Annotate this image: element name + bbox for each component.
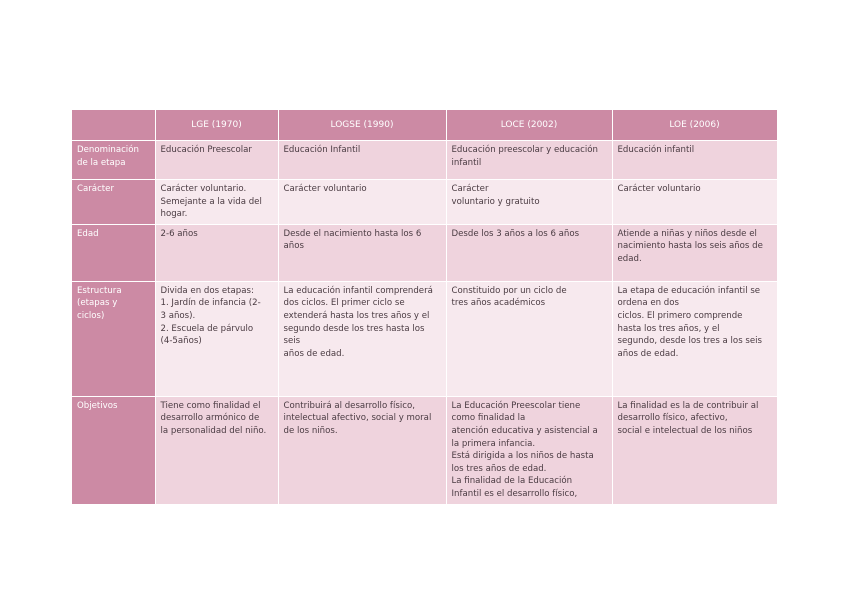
table-row [72,281,777,396]
table-cell: Educación preescolar y educación infantil [446,141,612,180]
table-cell: Educación Preescolar [155,141,278,180]
table-cell: Desde los 3 años a los 6 años [446,224,612,281]
table-row [72,224,777,281]
table-cell: Desde el nacimiento hasta los 6 años [278,224,446,281]
education-laws-comparison-table [72,110,778,505]
table-cell: La finalidad es la de contribuir al desarrollo físico, afectivo, social e intelectual de los niños [612,396,777,504]
table-row [72,396,777,504]
table-cell: Carácter voluntario y gratuito [446,180,612,225]
header-lge: LGE (1970) [155,110,278,141]
table-row [72,180,777,225]
table-cell: Divida en dos etapas: 1. Jardín de infancia (2- 3 años). 2. Escuela de párvulo (4-5años) [155,281,278,396]
table-cell: Atiende a niñas y niños desde el nacimiento hasta los seis años de edad. [612,224,777,281]
row-header-estructura: Estructura (etapas y ciclos) [72,281,155,396]
row-header-caracter: Carácter [72,180,155,225]
header-loe: LOE (2006) [612,110,777,141]
table-cell: La educación infantil comprenderá dos ciclos. El primer ciclo se extenderá hasta los tres años y el segundo desde los tres hasta los seis años de edad. [278,281,446,396]
table-cell: 2-6 años [155,224,278,281]
table-cell: Educación infantil [612,141,777,180]
table-cell: La etapa de educación infantil se ordena en dos ciclos. El primero comprende hasta los tres años, y el segundo, desde los tres a los seis años de edad. [612,281,777,396]
table-cell: Carácter voluntario [278,180,446,225]
table-cell: Tiene como finalidad el desarrollo armónico de la personalidad del niño. [155,396,278,504]
table-cell: Constituido por un ciclo de tres años académicos [446,281,612,396]
table-cell: Contribuirá al desarrollo físico, intelectual afectivo, social y moral de los niños. [278,396,446,504]
row-header-denominacion: Denominación de la etapa [72,141,155,180]
table-cell: Carácter voluntario. Semejante a la vida del hogar. [155,180,278,225]
header-corner-cell [72,110,155,141]
table-cell: Carácter voluntario [612,180,777,225]
table-row [72,141,777,180]
row-header-edad: Edad [72,224,155,281]
table-header-row [72,110,777,141]
table-cell: Educación Infantil [278,141,446,180]
table-cell: La Educación Preescolar tiene como finalidad la atención educativa y asistencial a la primera infancia. Está dirigida a los niños de hasta los tres años de edad. La finalidad de la Educación Infantil es el desarrollo físico, [446,396,612,504]
row-header-objetivos: Objetivos [72,396,155,504]
header-logse: LOGSE (1990) [278,110,446,141]
header-loce: LOCE (2002) [446,110,612,141]
